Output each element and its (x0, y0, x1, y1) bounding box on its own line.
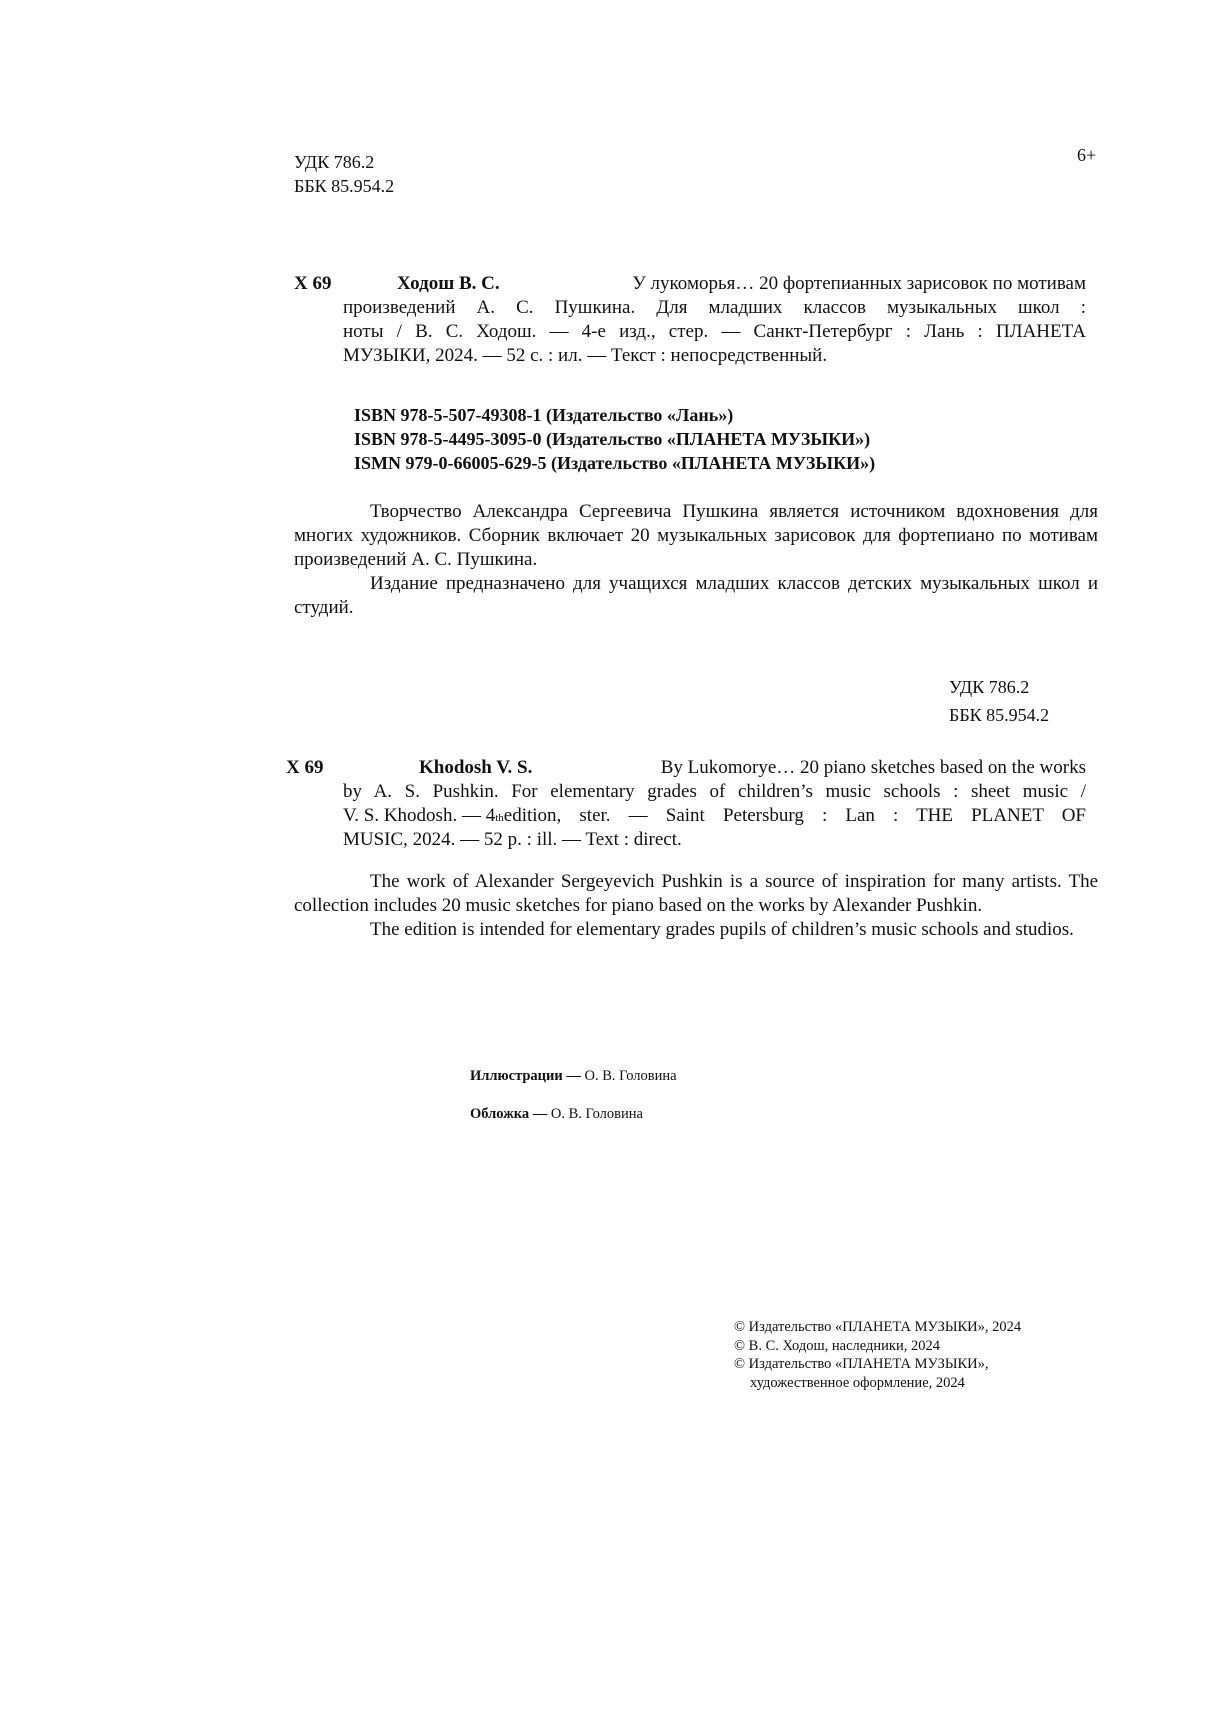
ismn-planeta: ISMN 979-0-66005-629-5 (Издательство «ПЛАНЕТА МУЗЫКИ») (354, 453, 876, 473)
copyright-line-1: © Издательство «ПЛАНЕТА МУЗЫКИ», 2024 (734, 1319, 1022, 1335)
isbn-block (354, 403, 875, 475)
entry-line-ru-1: У лукоморья… 20 фортепианных зарисовок по мотивам (632, 273, 1086, 294)
entry-line-en-3-end: edition, ster. — Saint Petersburg : Lan : THE PLANET OF (503, 805, 1086, 826)
isbn-lan: ISBN 978-5-507-49308-1 (Издательство «Лань») (354, 405, 734, 425)
credit-cover-role: Обложка — (470, 1106, 548, 1122)
isbn-planeta: ISBN 978-5-4495-3095-0 (Издательство «ПЛАНЕТА МУЗЫКИ») (354, 429, 871, 449)
annotation-ru-paragraph-1: Творчество Александра Сергеевича Пушкина является источником вдохновения для многих художников. Сборник включает 20 музыкальных зарисовок для фортепиано по мотивам произведений А. С. Пушкина. (294, 501, 1098, 570)
credit-cover (470, 1105, 643, 1124)
copyright-line-3: © Издательство «ПЛАНЕТА МУЗЫКИ», (734, 1356, 989, 1372)
entry-line-ru-3: ноты / В. С. Ходош. — 4-е изд., стер. — Санкт-Петербург : Лань : ПЛАНЕТА (343, 321, 1086, 342)
entry-first-line-en (343, 756, 1086, 780)
author-name-ru: Ходош В. С. (397, 273, 500, 294)
entry-line-en-4: MUSIC, 2024. — 52 p. : ill. — Text : direct. (343, 829, 682, 850)
annotation-en-paragraph-2: The edition is intended for elementary grades pupils of children’s music schools and studios. (370, 919, 1074, 940)
entry-line-en-1: By Lukomorye… 20 piano sketches based on the works (660, 757, 1086, 778)
copyright-line-4: художественное оформление, 2024 (750, 1374, 965, 1391)
credit-illustrations-role: Иллюстрации — (470, 1068, 581, 1084)
entry-first-line-ru (343, 272, 1086, 296)
annotation-ru-paragraph-2: Издание предназначено для учащихся младших классов детских музыкальных школ и студий. (294, 573, 1098, 618)
catalog-entry-ru (343, 272, 1086, 368)
udk-bbk-block-en (949, 673, 1049, 729)
annotation-en (294, 870, 1098, 942)
credit-illustrations (470, 1067, 677, 1086)
author-code-en: Х 69 (286, 757, 324, 778)
credit-illustrations-name: О. В. Головина (580, 1068, 677, 1084)
annotation-ru (294, 500, 1098, 620)
author-name-en: Khodosh V. S. (419, 757, 533, 778)
copyright-block (734, 1318, 1021, 1392)
entry-line-en-3: V. S. Khodosh. — 4 th edition, ster. — Saint Petersburg : Lan : THE PLANET OF (343, 805, 1086, 826)
entry-line-ru-4: МУЗЫКИ, 2024. — 52 с. : ил. — Текст : непосредственный. (343, 345, 828, 366)
entry-line-ru-2: произведений А. С. Пушкина. Для младших классов музыкальных школ : (343, 297, 1086, 318)
age-rating: 6+ (1077, 145, 1097, 165)
udk-code: УДК 786.2 (294, 152, 375, 172)
bbk-code: ББК 85.954.2 (294, 176, 395, 196)
udk-code-en: УДК 786.2 (949, 677, 1030, 697)
udk-bbk-block-ru (294, 150, 394, 198)
annotation-en-paragraph-1: The work of Alexander Sergeyevich Pushkin is a source of inspiration for many artists. The collection includes 20 music sketches for piano based on the works by Alexander Pushkin. (294, 871, 1098, 916)
catalog-entry-en (343, 756, 1086, 852)
entry-line-en-3-start: V. S. Khodosh. — 4 (343, 805, 496, 826)
bbk-code-en: ББК 85.954.2 (949, 705, 1050, 725)
author-code-ru: Х 69 (294, 273, 332, 294)
copyright-line-2: © В. С. Ходош, наследники, 2024 (734, 1337, 940, 1354)
entry-line-en-2: by A. S. Pushkin. For elementary grades of children’s music schools : sheet music / (343, 781, 1086, 802)
credit-cover-name: О. В. Головина (547, 1106, 643, 1122)
